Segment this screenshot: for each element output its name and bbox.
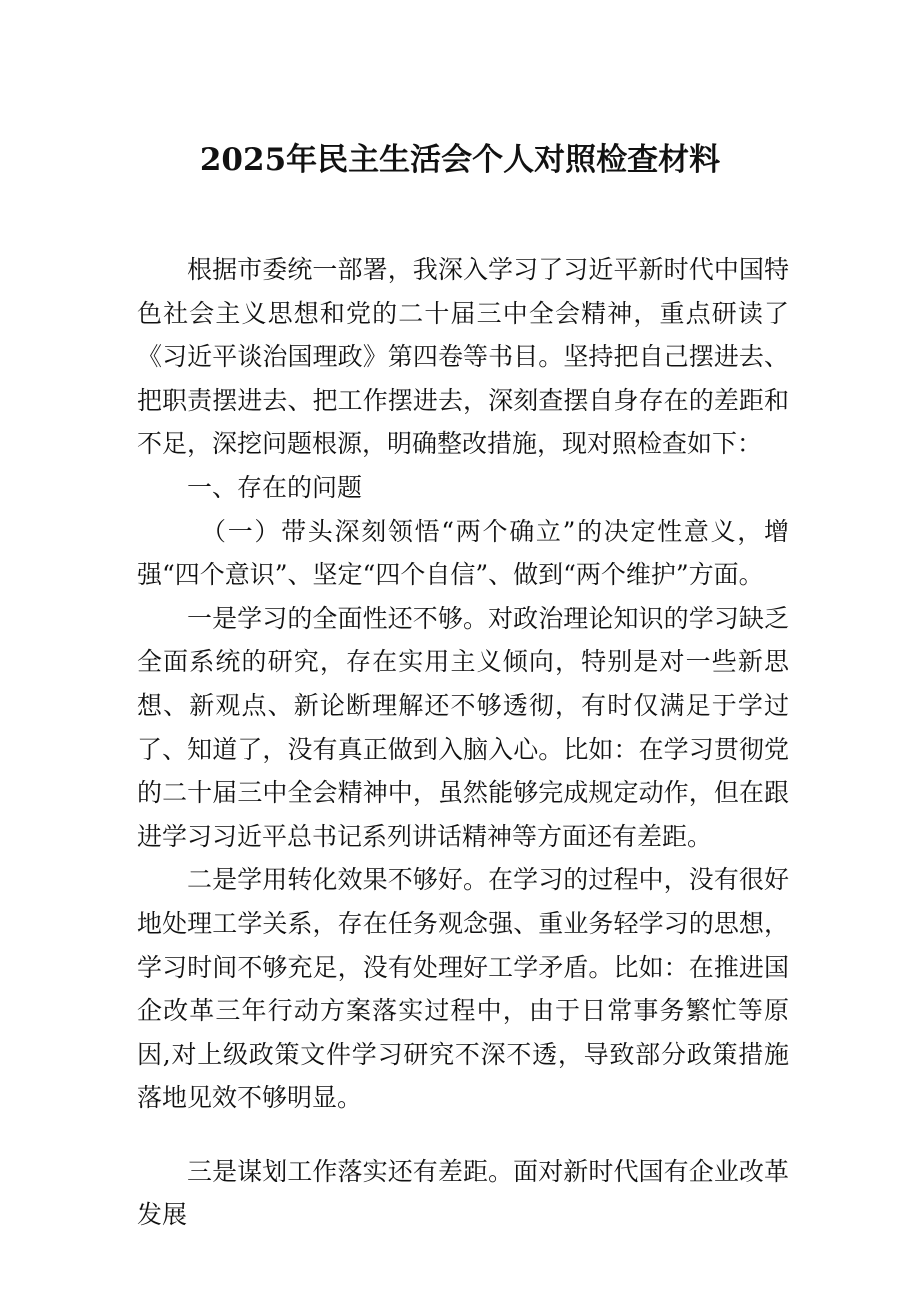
document-body: [137, 248, 789, 1237]
point-paragraph-3: 三是谋划工作落实还有差距。面对新时代国有企业改革发展: [137, 1156, 789, 1230]
subsection-heading: （一）带头深刻领悟“两个确立”的决定性意义，增强“四个意识”、坚定“四个自信”、做到“两个维护”方面。: [137, 516, 789, 590]
intro-paragraph: 根据市委统一部署，我深入学习了习近平新时代中国特色社会主义思想和党的二十届三中全会精神，重点研读了《习近平谈治国理政》第四卷等书目。坚持把自己摆进去、把职责摆进去、把工作摆进去，深刻查摆自身存在的差距和不足，深挖问题根源，明确整改措施，现对照检查如下：: [137, 255, 789, 459]
document-title: 2025年民主生活会个人对照检查材料: [199, 142, 721, 178]
point-paragraph-2: 二是学用转化效果不够好。在学习的过程中，没有很好地处理工学关系，存在任务观念强、重业务轻学习的思想，学习时间不够充足，没有处理好工学矛盾。比如：在推进国企改革三年行动方案落实过程中，由于日常事务繁忙等原因,对上级政策文件学习研究不深不透，导致部分政策措施落地见效不够明显。: [137, 865, 789, 1113]
point-paragraph-1: 一是学习的全面性还不够。对政治理论知识的学习缺乏全面系统的研究，存在实用主义倾向，特别是对一些新思想、新观点、新论断理解还不够透彻，有时仅满足于学过了、知道了，没有真正做到入脑入心。比如：在学习贯彻党的二十届三中全会精神中，虽然能够完成规定动作，但在跟进学习习近平总书记系列讲话精神等方面还有差距。: [137, 603, 789, 851]
section-heading-problems: 一、存在的问题: [187, 472, 363, 502]
